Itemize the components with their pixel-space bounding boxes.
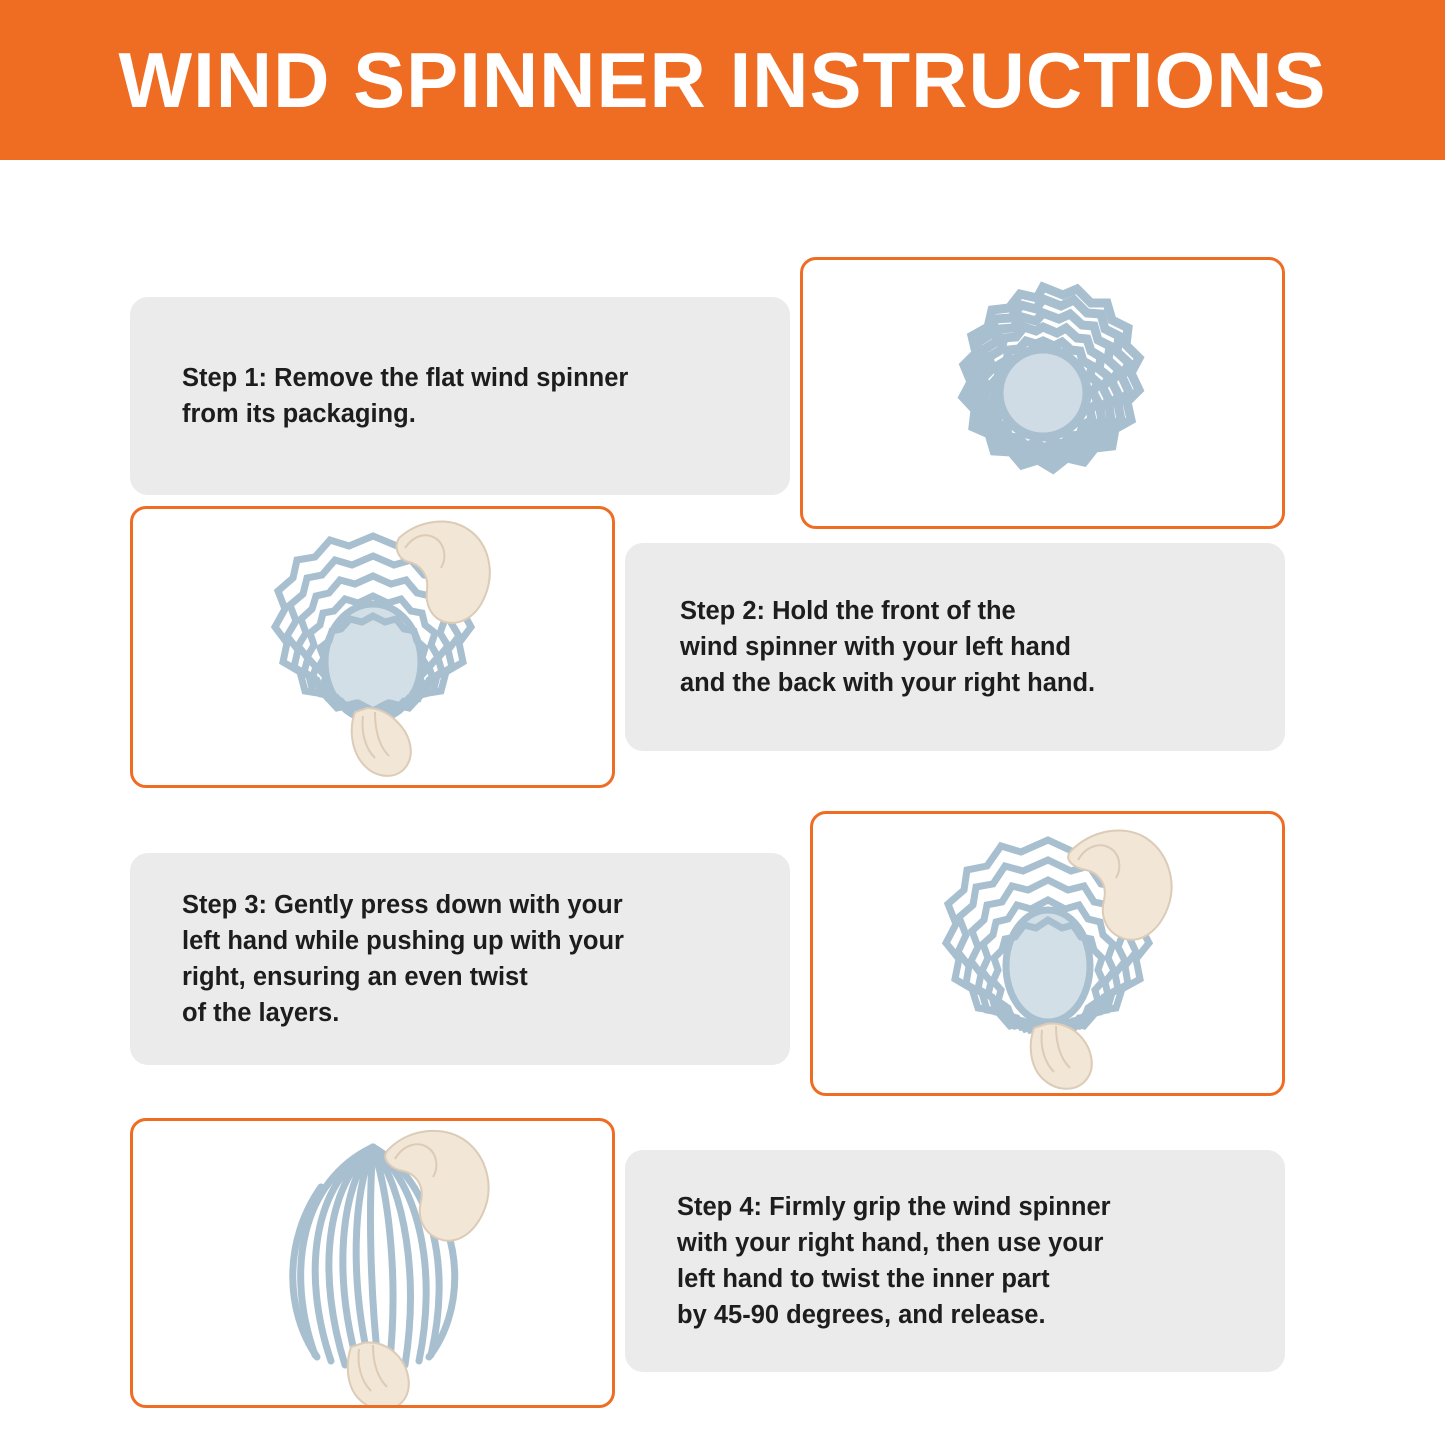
step-row-4	[0, 1100, 1445, 1420]
step-2-text-card	[625, 543, 1285, 751]
step-2-image-card	[130, 506, 615, 788]
step-row-1	[0, 200, 1445, 520]
hands-holding-wind-spinner-image	[133, 509, 612, 785]
step-3-text: Step 3: Gently press down with your left hand while pushing up with your right, ensuring an even twist of the layers.	[182, 890, 624, 1028]
page-title: WIND SPINNER INSTRUCTIONS	[118, 36, 1327, 124]
step-2-text: Step 2: Hold the front of the wind spinner with your left hand and the back with your right hand.	[680, 596, 1096, 698]
step-1-text-card	[130, 297, 790, 495]
step-4-text: Step 4: Firmly grip the wind spinner with your right hand, then use your left hand to twist the inner part by 45-90 degrees, and release.	[677, 1192, 1111, 1330]
step-4-image-card	[130, 1118, 615, 1408]
step-1-text: Step 1: Remove the flat wind spinner from its packaging.	[182, 363, 629, 428]
flat-wind-spinner-image	[803, 260, 1282, 526]
step-4-text-card	[625, 1150, 1285, 1372]
hands-twisting-wind-spinner-image	[813, 814, 1282, 1093]
steps-container	[0, 160, 1445, 1445]
hands-opening-wind-spinner-image	[133, 1121, 612, 1405]
step-row-3	[0, 793, 1445, 1123]
step-row-2	[0, 488, 1445, 808]
step-3-image-card	[810, 811, 1285, 1096]
step-3-text-card	[130, 853, 790, 1065]
poster-header	[0, 0, 1445, 160]
